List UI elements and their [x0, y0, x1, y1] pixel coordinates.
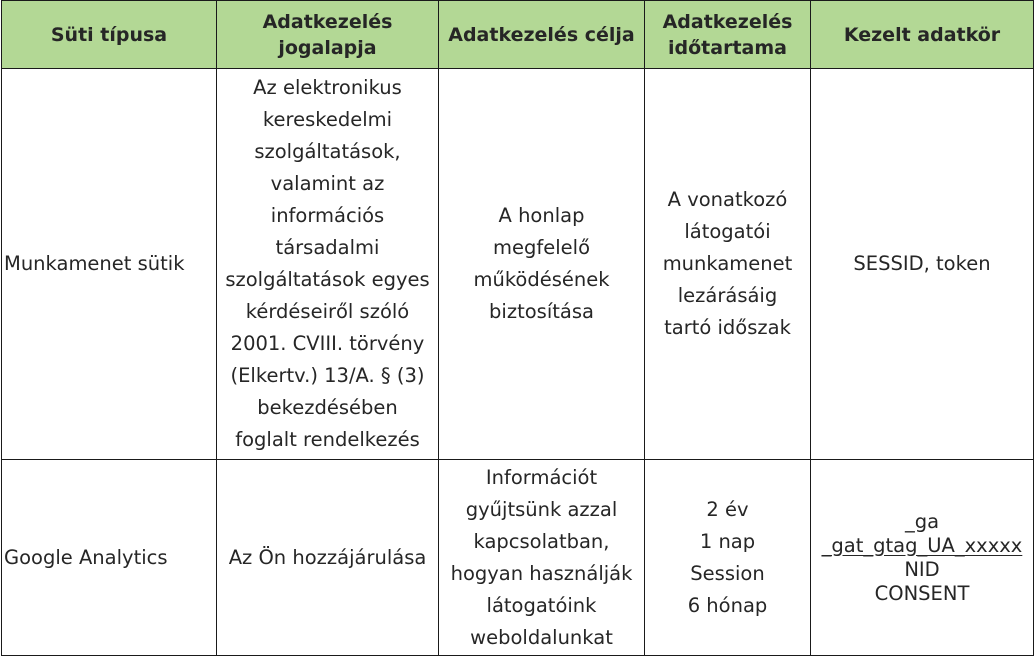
text-line: 2 év: [706, 497, 749, 521]
text-line: Az Ön hozzájárulása: [228, 545, 427, 569]
text-line: tartó időszak: [664, 316, 791, 339]
text-line: kapcsolatban,: [473, 529, 610, 553]
text-line: biztosítása: [489, 300, 594, 323]
header-cookie-type: Süti típusa: [2, 1, 217, 69]
text-line: SESSID, token: [853, 252, 991, 275]
text-line: NID: [904, 557, 940, 581]
text-line: Session: [690, 561, 765, 585]
text-line: társadalmi: [275, 236, 380, 259]
text-line: látogatói: [684, 220, 771, 243]
text-line: szolgáltatások,: [254, 140, 401, 163]
header-purpose: Adatkezelés célja: [439, 1, 645, 69]
text-line: _gat_gtag_UA_xxxxx: [821, 533, 1023, 557]
text-line: munkamenet: [662, 252, 793, 275]
text-line: (Elkertv.) 13/A. § (3): [230, 364, 425, 387]
cell-duration: [645, 460, 811, 656]
text-line: weboldalunkat: [470, 625, 613, 649]
text-line: 6 hónap: [687, 593, 768, 617]
cell-legal-basis: [217, 69, 439, 460]
text-line: _ga: [904, 509, 940, 533]
cell-cookie-type: Google Analytics: [2, 460, 217, 656]
text-line: információs: [270, 204, 385, 227]
text-line: Információt: [485, 465, 598, 489]
text-line: 2001. CVIII. törvény: [230, 332, 425, 355]
header-row: [2, 1, 1034, 69]
header-line: Adatkezelés: [662, 10, 793, 33]
cell-data-scope: [811, 69, 1034, 460]
cell-purpose: [439, 460, 645, 656]
header-data-scope: Kezelt adatkör: [811, 1, 1034, 69]
text-line: Az elektronikus: [253, 76, 402, 99]
text-line: kérdéseiről szóló: [245, 300, 410, 323]
cell-cookie-type: Munkamenet sütik: [2, 69, 217, 460]
table-row: [2, 69, 1034, 460]
cookie-table: [1, 0, 1034, 656]
text-line: lezárásáig: [677, 284, 778, 307]
text-line: megfelelő: [493, 236, 590, 259]
cell-duration: [645, 69, 811, 460]
text-line: működésének: [473, 268, 610, 291]
table-row: [2, 460, 1034, 656]
text-line: A honlap: [498, 204, 585, 227]
cell-legal-basis: [217, 460, 439, 656]
text-line: gyűjtsünk azzal: [465, 497, 618, 521]
text-line: valamint az: [270, 172, 385, 195]
text-line: kereskedelmi: [262, 108, 393, 131]
header-line: jogalapja: [278, 36, 377, 59]
text-line: látogatóink: [486, 593, 597, 617]
header-line: időtartama: [668, 36, 787, 59]
text-line: szolgáltatások egyes: [225, 268, 430, 291]
cell-data-scope: [811, 460, 1034, 656]
text-line: A vonatkozó: [667, 188, 788, 211]
text-line: bekezdésében: [257, 396, 398, 419]
text-line: 1 nap: [699, 529, 756, 553]
header-line: Adatkezelés: [262, 10, 393, 33]
text-line: CONSENT: [874, 581, 970, 605]
header-duration: [645, 1, 811, 69]
header-legal-basis: [217, 1, 439, 69]
cell-purpose: [439, 69, 645, 460]
text-line: hogyan használják: [450, 561, 633, 585]
text-line: foglalt rendelkezés: [235, 428, 420, 451]
